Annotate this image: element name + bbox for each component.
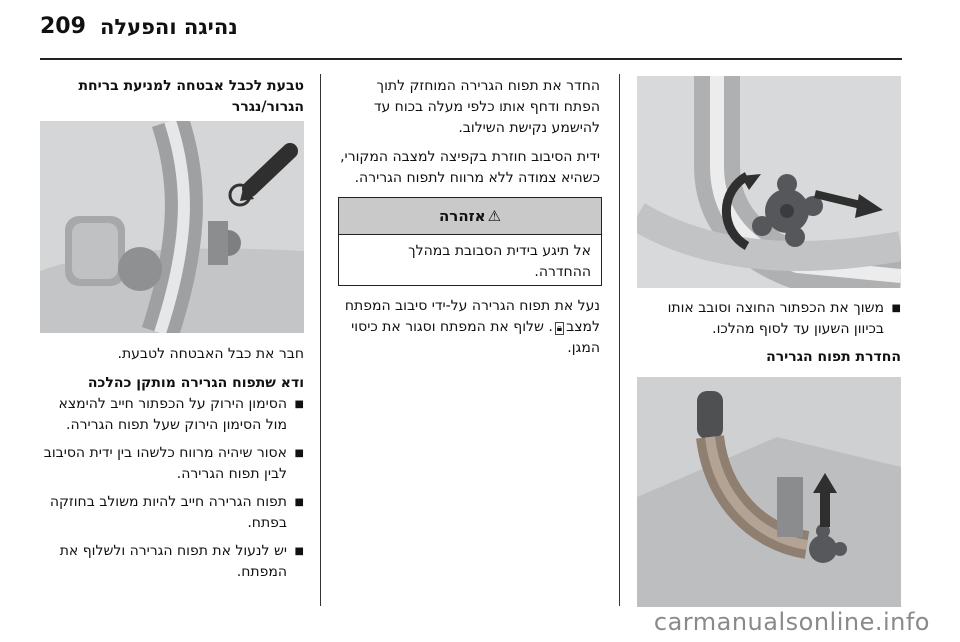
tow-eye-title: טבעת לכבל אבטחה למניעת בריחת הגרור/נגרר <box>78 78 304 115</box>
photo-caption: חבר את כבל האבטחה לטבעת. <box>117 346 304 362</box>
lock-icon: 🔒︎ <box>556 323 563 334</box>
tow-eye-photo <box>40 121 304 333</box>
page-header <box>0 0 960 60</box>
middle-column-lower <box>338 296 600 367</box>
warning-box <box>338 197 602 286</box>
check-list <box>40 394 304 583</box>
list-item: ■ הסימון הירוק על הכפתור חייב להימצא מול הסימון הירוק שעל תפוח הגרירה. <box>40 394 304 436</box>
left-column <box>40 76 304 118</box>
column-divider-right <box>619 74 620 606</box>
list-item: ■ תפוח הגרירה חייב להיות משולב בחוזקה בפתח. <box>40 492 304 534</box>
header-rule <box>40 58 902 60</box>
towball-photo <box>637 377 901 607</box>
section-title: נהיגה והפעלה <box>100 15 238 39</box>
list-item: ■ יש לנעול את תפוח הגרירה ולשלוף את המפתח. <box>40 541 304 583</box>
warning-header <box>339 198 601 235</box>
right-column-text <box>637 298 901 368</box>
knob-list <box>637 298 901 340</box>
watermark: carmanualsonline.info <box>653 608 930 636</box>
knob-paragraph: ידית הסיבוב חוזרת בקפיצה למצבה המקורי, כשהיא צמודה ללא מרווח לתפוח הגרירה. <box>340 149 600 186</box>
check-title: ודא שתפוח הגרירה מותקן כהלכה <box>87 375 304 391</box>
column-divider-left <box>320 74 321 606</box>
insert-paragraph: החדר את תפוח הגרירה המוחזק לתוך הפתח ודחף אותו כלפי מעלה בכוח עד להישמע נקישת השילוב. <box>373 78 600 136</box>
list-item: ■ משוך את הכפתור החוצה וסובב אותו בכיוון השעון עד לסוף מהלכו. <box>637 298 901 340</box>
left-column-text <box>40 344 304 590</box>
warning-text: אל תיגע בידית הסבובת במהלך ההחדרה. <box>408 243 591 280</box>
insert-title: החדרת תפוח הגרירה <box>766 349 901 365</box>
lock-paragraph: נעל את תפוח הגרירה על-ידי סיבוב המפתח למצב🔒︎. שלוף את המפתח וסגור את כיסוי המגן. <box>344 298 600 356</box>
warning-triangle-icon: ⚠ <box>487 207 502 225</box>
warning-title: אזהרה <box>438 207 486 225</box>
knob-photo <box>637 76 901 288</box>
middle-column <box>338 76 600 197</box>
list-item: ■ אסור שיהיה מרווח כלשהו בין ידית הסיבוב לבין תפוח הגרירה. <box>40 443 304 485</box>
page-number: 209 <box>40 14 86 39</box>
